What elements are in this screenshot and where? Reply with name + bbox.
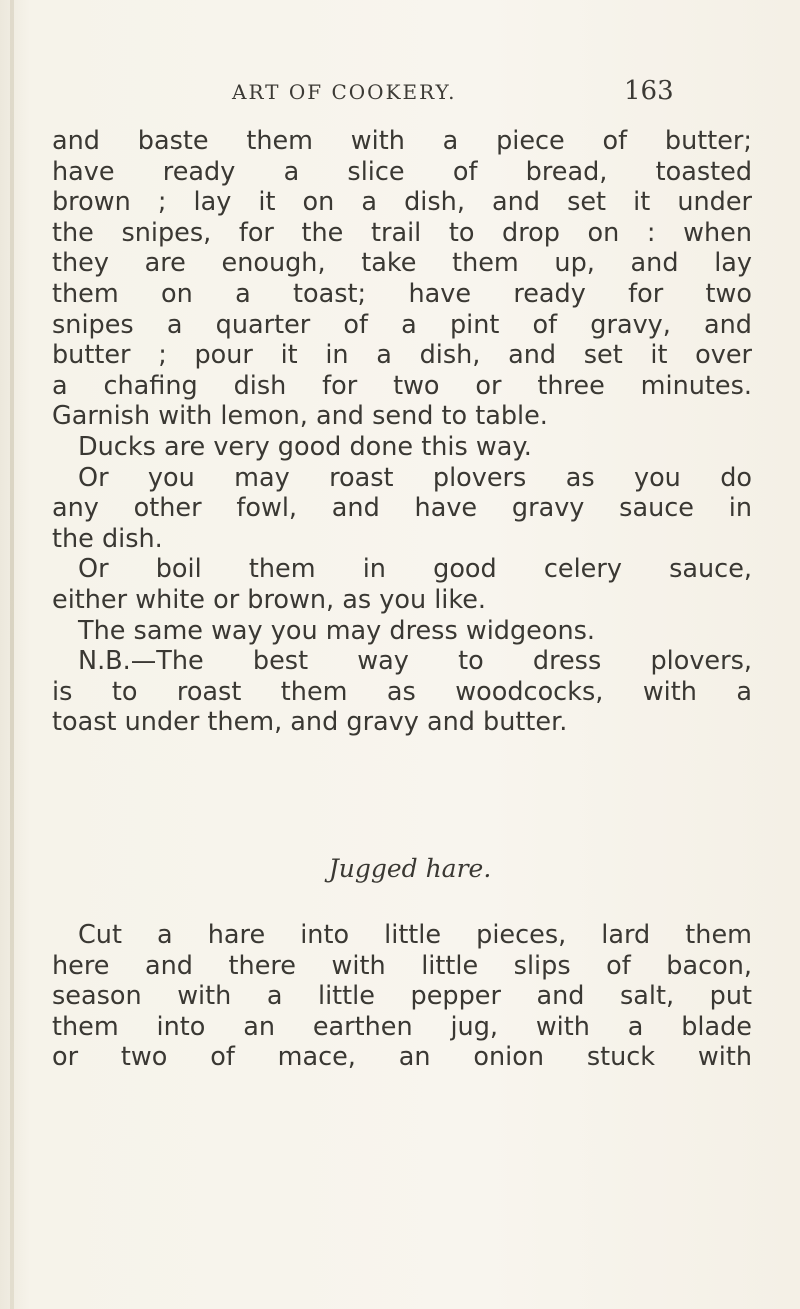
text-line: any other fowl, and have gravy sauce in	[52, 493, 752, 524]
recipe-text-jugged-hare	[52, 920, 752, 1073]
text-line: a chafing dish for two or three minutes.	[52, 370, 752, 401]
text-line: season with a little pepper and salt, put	[52, 981, 752, 1012]
recipe-text-snipes	[52, 126, 752, 738]
running-title: ART OF COOKERY.	[232, 80, 457, 104]
page-gutter-shadow	[10, 0, 14, 1309]
text-line: and baste them with a piece of butter;	[52, 126, 752, 156]
text-line: here and there with little slips of bacon,	[52, 950, 752, 981]
text-line: the dish.	[52, 523, 163, 554]
text-line: Garnish with lemon, and send to table.	[52, 401, 548, 432]
text-line: toast under them, and gravy and butter.	[52, 707, 568, 738]
text-line: Cut a hare into little pieces, lard them	[78, 920, 752, 950]
text-line: Or boil them in good celery sauce,	[78, 554, 752, 585]
text-line: them into an earthen jug, with a blade	[52, 1011, 752, 1042]
text-line: have ready a slice of bread, toasted	[52, 156, 752, 187]
text-line: N.B.—The best way to dress plovers,	[78, 646, 752, 677]
text-line: is to roast them as woodcocks, with a	[52, 676, 752, 707]
page-number: 163	[624, 76, 674, 106]
section-heading: Jugged hare.	[328, 854, 492, 883]
text-line: or two of mace, an onion stuck with	[52, 1042, 752, 1073]
text-line: brown ; lay it on a dish, and set it under	[52, 187, 752, 218]
text-line: them on a toast; have ready for two	[52, 278, 752, 309]
text-line: butter ; pour it in a dish, and set it over	[52, 340, 752, 371]
text-line: The same way you may dress widgeons.	[78, 615, 596, 646]
text-line: they are enough, take them up, and lay	[52, 248, 752, 279]
text-line: Ducks are very good done this way.	[78, 431, 532, 462]
text-line: either white or brown, as you like.	[52, 584, 487, 615]
text-line: the snipes, for the trail to drop on : when	[52, 217, 752, 248]
section-heading-block	[0, 854, 800, 883]
text-line: snipes a quarter of a pint of gravy, and	[52, 309, 752, 340]
running-header	[0, 76, 800, 116]
text-line: Or you may roast plovers as you do	[78, 462, 752, 493]
